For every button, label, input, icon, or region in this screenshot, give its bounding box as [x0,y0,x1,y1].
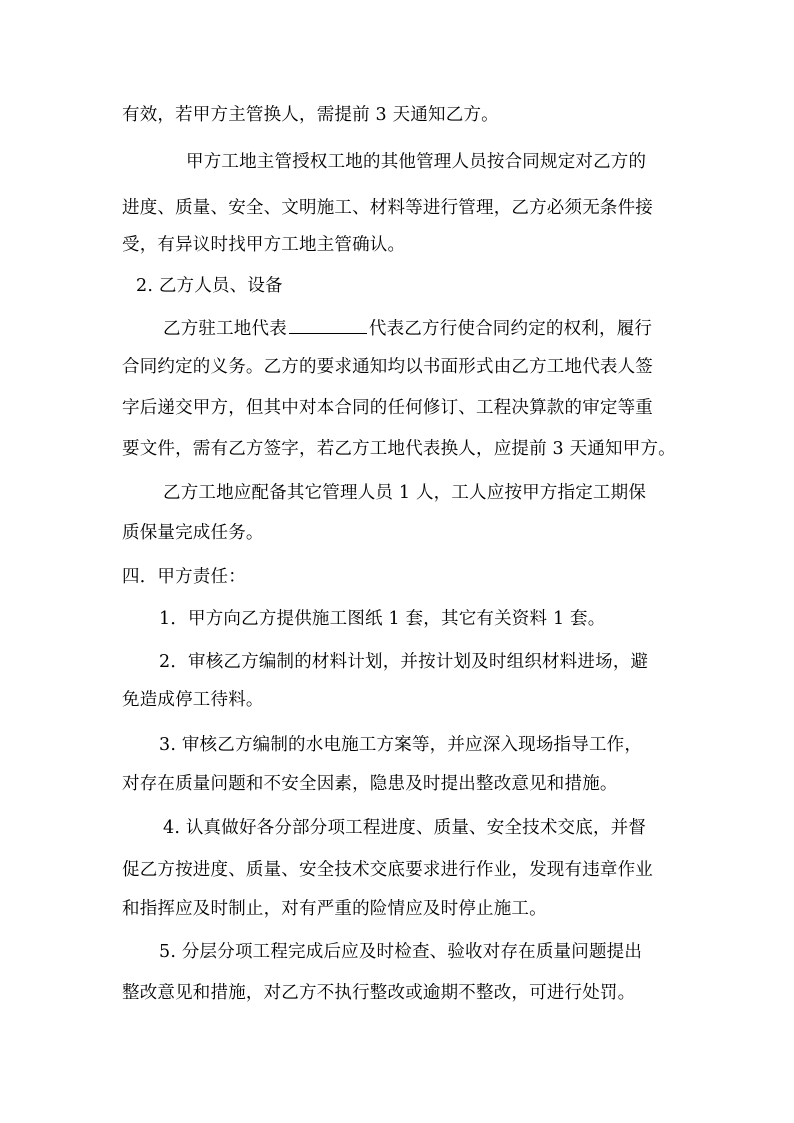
text-line: 乙方工地应配备其它管理人员 1 人，工人应按甲方指定工期保 [163,483,647,503]
text-line: 有效，若甲方主管换人，需提前 3 天通知乙方。 [122,105,499,125]
fill-in-blank [289,316,367,334]
text-line: 4. 认真做好各分部分项工程进度、质量、安全技术交底，并督 [163,818,647,838]
text-line: 受，有异议时找甲方工地主管确认。 [122,235,406,255]
text-segment: 乙方驻工地代表 [163,319,287,339]
text-line: 免造成停工待料。 [122,690,264,710]
text-line: 甲方工地主管授权工地的其他管理人员按合同规定对乙方的 [186,152,647,172]
text-line: 对存在质量问题和不安全因素，隐患及时提出整改意见和措施。 [122,774,618,794]
representative-line [163,316,652,340]
text-line: 质保量完成任务。 [122,523,264,543]
section-heading: 四．甲方责任： [122,567,246,587]
text-line: 和指挥应及时制止，对有严重的险情应及时停止施工。 [122,899,547,919]
text-line: 要文件，需有乙方签字，若乙方工地代表换人，应提前 3 天通知甲方。 [122,439,676,459]
text-line: 合同约定的义务。乙方的要求通知均以书面形式由乙方工地代表人签 [122,357,653,377]
text-line: 3. 审核乙方编制的水电施工方案等，并应深入现场指导工作， [159,735,643,755]
text-line: 促乙方按进度、质量、安全技术交底要求进行作业，发现有违章作业 [122,860,653,880]
text-line: 5. 分层分项工程完成后应及时检查、验收对存在质量问题提出 [159,942,643,962]
text-line: 整改意见和措施，对乙方不执行整改或逾期不整改，可进行处罚。 [122,983,636,1003]
text-line: 进度、质量、安全、文明施工、材料等进行管理，乙方必须无条件接 [122,198,653,218]
section-heading: 2. 乙方人员、设备 [136,276,283,296]
text-line: 字后递交甲方，但其中对本合同的任何修订、工程决算款的审定等重 [122,398,653,418]
text-line: 1．甲方向乙方提供施工图纸 1 套，其它有关资料 1 套。 [159,609,606,629]
text-line: 2．审核乙方编制的材料计划，并按计划及时组织材料进场，避 [159,652,649,672]
text-segment: 代表乙方行使合同约定的权利，履行 [368,319,653,339]
